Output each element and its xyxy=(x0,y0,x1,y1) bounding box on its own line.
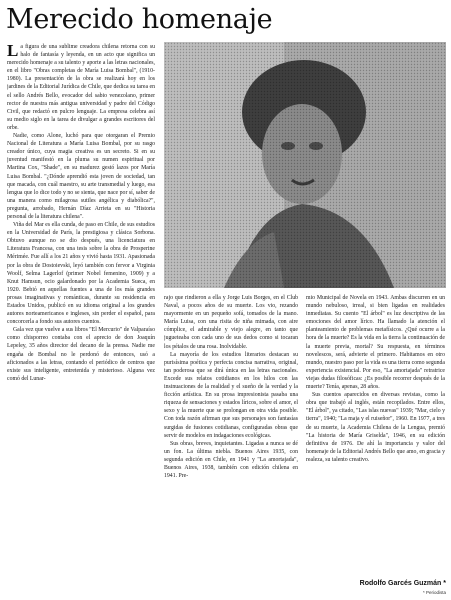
article-paragraph: La mayoría de los estudios literarios destacan su purisísima poética y perfecta concisa narrativa, original, tan poderosa que se dirá única en las letras nacionales. Excede sus relatos cotidianos en los hilos con las insinuaciones de la realidad y el sueño de la verdad y la ficción artística. En su prosa impresionista pasaba una riqueza de sensaciones y estados líricos, sobre el amor, el sexo y la muerte que se prolongan en otra vida posible. Con toda razón afirman que sus personajes son fantasías surgidas de fusiones cotidianas, configuradas obras que servir de modelos en indagaciones ecológicas. xyxy=(164,351,298,439)
article-paragraph: La figura de una sublime creadora chilena retorna con su halo de fantasía y leyenda, en un acto que significa un merecido homenaje a su talento y aporte a las letras nacionales, en el libro "Obras completas de María Luisa Bombal", (1910-1980). La presentación de la obra se realizará hoy en los jardines de la Editorial Jurídica de Chile, que dedica su tarea en el sello Andrés Bello, evocador del sabio venezolano, primer rector de nuestra más antigua universidad y padre del Código Civil, que redactó en pulcro lenguaje. La empresa celebra así su medio siglo en la tarea de divulgar a grandes escritores del orbe. xyxy=(7,43,155,131)
portrait-photo-icon xyxy=(164,42,446,288)
article-column-3 xyxy=(306,294,445,580)
drop-cap: L xyxy=(7,43,19,60)
article-column-2 xyxy=(164,294,298,593)
article-paragraph: mio Municipal de Novela en 1943. Ambas discurren en un mundo nebuloso, irreal, si bien ligadas en realidades inmediatas. Su cuento "El árbol" es luz descriptiva de las emociones del amor lírico. Ha llamado la atención el planteamiento de problemas metafísicos. ¿Qué ocurre a la hora de la muerte? Es la vida en la tierra la continuación de la muerte previa, mortal? Su respuesta, en términos novelescos, será, advierte el primero. Habitamos en otro mundo, nuestro paso por la vida es una tierra como segunda experiencia existencial. Por eso, "La amortajada" retratrice viejas dudas filosóficas: ¿Es posible recorrer después de la muerte? Tenía, apenas, 28 años. xyxy=(306,295,445,391)
article-paragraph: Viña del Mar es ella cunda, de paso en Chile, de sus estudios en la Universidad de París, la prestigiosa y clásica Sorbona. Obtuvo aunque no se dio después, una licenciatura en Literatura Francesa, con una tesis sobre la obra de Prosperine Mérimée. Fue allí a los 21 años y vivió hasta 1931. Apasionada por la obra de Dostoievski, leyó también con fervor a Virginia Woolf, Selma Lagerlof (primer Nobel femenino, 1909) y a Knut Hamsun, ocio galardonado por la Academia Sueca, en 1920. Bebió en aquellas fuentes a una de los más grandes prosas imaginativas y románticas, durante su residencia en Estados Unidos, publicó en su idioma original a los grandes autores norteamericanos e ingleses, sin perder el español, para concorcerla a fondo sus autores cuentos. xyxy=(7,222,155,326)
article-paragraph: rajo que rindieron a ella y Jorge Luis Borges, en el Club Naval, a pocos años de su muerte. Los vio, rezando mayormente en un pequeño sofá, tomados de la mano. María Luisa, con una risita de niña mimada, con aire cómplice, el admirable y viejo alegre, en tanto que jugueteaba con cada uno de sus dedos como si tocaran los pétalos de una rosa. Inolvidable. xyxy=(164,295,298,350)
article-paragraph: Sus cuentos aparecidos en diversas revistas, como la obra que trabajó al inglés, están recopilados. Entre ellos, "El árbol", ya citado, "Las islas nuevas" 1939; "Mar, cielo y tierra", 1940; "La maja y el ruiseñor", 1960. En 1977, a tres de su muerte, la Academia Chilena de la Lengua, premió "La historia de María Griselda", 1946, en su edición definitiva de 1976. De ahí la importancia y valor del homenaje de la Editorial Andrés Bello que amo, en gracia y realeza, su talento creativo. xyxy=(306,392,445,463)
article-headline: Merecido homenaje xyxy=(6,4,273,35)
author-role: * Periodista xyxy=(422,590,446,595)
article-paragraph: Gala vez que vuelve a sus libros "El Mercurio" de Valparaíso como chisporreo contaba con el aprecio de don Joaquín Lepeley, 35 años director del decano de la prensa. Nadie me engaña de Bombal no le perdonó de entonces, usó a aficionados a las letras, contando el periódico de centros que existe sus inteligente, entretenida y misterioso. Alguna vez comó del Lunar- xyxy=(7,327,155,382)
portrait-illustration xyxy=(164,42,446,288)
article-paragraph: Sus obras, breves, inquietantes. Ligadas a nunca se dé un fon. La última niebla. Buenos Aires 1935, con segunda edición en Chile, en 1941 y "La amortajada", Buenos Aires, 1938, también con edición chilena en 1941. Pre- xyxy=(164,440,298,480)
author-byline: Rodolfo Garcés Guzmán * xyxy=(359,580,446,587)
article-paragraph: Nadie, como Alone, luchó para que otorgaran el Premio Nacional de Literatura a María Luisa Bombal, por su rasgo creador único, cuya magia creativa es un secreto. Si en su juventud manifestó en la pluma su numen espiritual por Martina Cox, "Shade", en su madurez gestó lazos por María Luisa Bombal. "¿Dónde aprendió esta joven de sociedad, tan que macada, con cuál maestro, su arte transmedial y luego, esa lengua que lo dice todo y no se sienta, que nace por sí, saber de una manera como milagrosa sutiles angélica y diabólica?", pregunta, arrobado, Hernán Díaz Arrieta en su "Historia personal de la literatura chilena". xyxy=(7,133,155,220)
article-column-1 xyxy=(7,43,155,593)
